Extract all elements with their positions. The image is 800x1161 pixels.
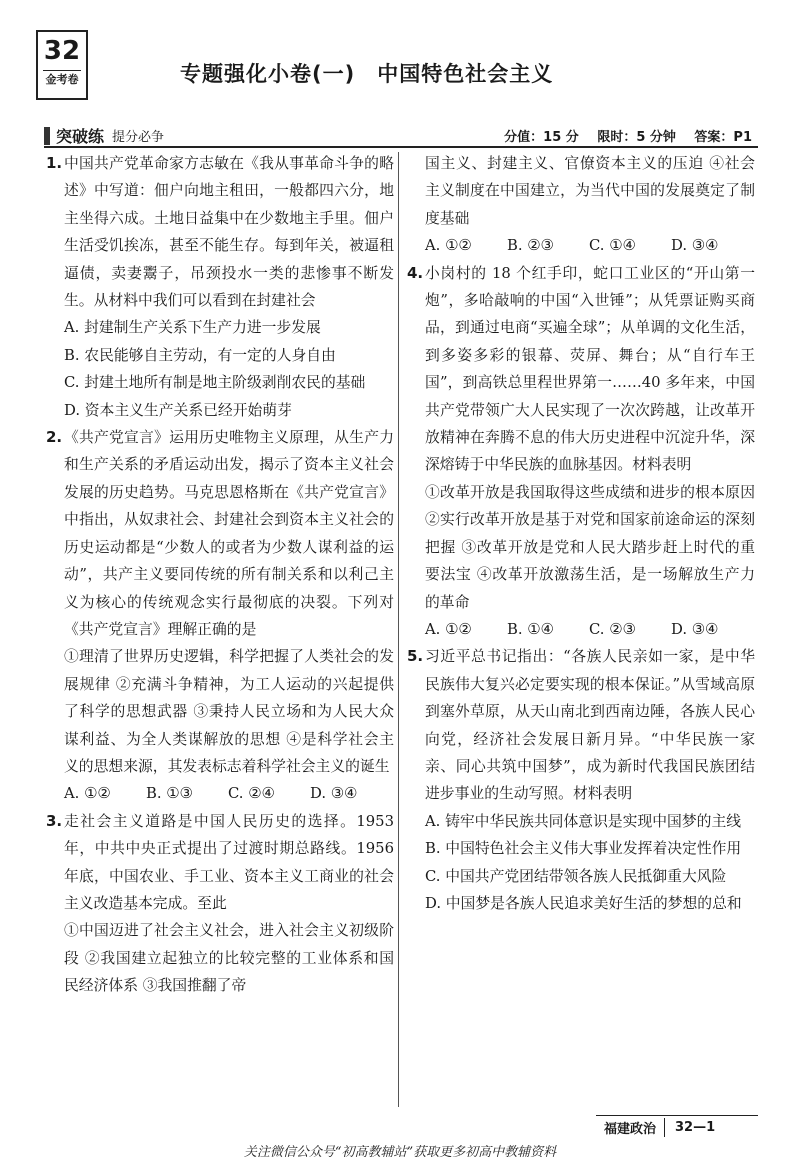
option-c: C. ②③ (589, 620, 636, 638)
statement-list: ①改革开放是我国取得这些成绩和进步的根本原因 ②实行改革开放是基于对党和国家前途命运的深刻把握 ③改革开放是党和人民大踏步赶上时代的重要法宝 ④改革开放激荡生活，是一场解放生产力的革命 (425, 483, 755, 611)
title-main: 专题强化小卷(一) (180, 62, 356, 86)
page-footer (596, 1115, 758, 1139)
option-c: C. ②④ (228, 785, 275, 803)
question-1 (46, 150, 394, 314)
section-name: 突破练 (56, 127, 105, 146)
section-marker-icon (44, 127, 50, 145)
question-5 (407, 643, 755, 807)
choice-row (46, 780, 394, 807)
question-3 (46, 808, 394, 918)
question-3-continued: 国主义、封建主义、官僚资本主义的压迫 ④社会主义制度在中国建立，为当代中国的发展奠定了制度基础 (425, 155, 755, 227)
time-info: 限时：5 分钟 (597, 130, 676, 145)
option-b: B. ②③ (507, 237, 554, 255)
option-c: C. 中国共产党团结带领各族人民抵御重大风险 (425, 867, 727, 885)
question-number: 2. (46, 428, 63, 447)
score-info: 分值：15 分 (504, 130, 579, 145)
statement-list: ①中国迈进了社会主义社会，进入社会主义初级阶段 ②我国建立起独立的比较完整的工业体系和国民经济体系 ③我国推翻了帝 (64, 922, 394, 995)
badge-number: 32 (43, 36, 81, 66)
question-stem: 小岗村的 18 个红手印，蛇口工业区的“开山第一炮”，多哈敲响的中国“入世锤”；从凭票证购买商品，到通过电商“买遍全球”；从单调的文化生活，到多姿多彩的银幕、荧屏、舞台；从“自行车王国”，到高铁总里程世界第一……40 多年来，中国共产党带领广大人民实现了一次次跨越，让改革开放精神在奔腾不息的伟大历史进程中沉淀升华，深深熔铸于中华民族的血脉基因。材料表明 (425, 264, 755, 474)
statement-list: ①理清了世界历史逻辑，科学把握了人类社会的发展规律 ②充满斗争精神，为工人运动的兴起提供了科学的思想武器 ③秉持人民立场和为人民大众谋利益、为全人类谋解放的思想 ④是科学社会主义的思想来源，其发表标志着科学社会主义的诞生 (64, 648, 394, 775)
option-b: B. ①③ (146, 785, 193, 803)
column-divider (398, 152, 399, 1107)
option-a: A. 封建制生产关系下生产力进一步发展 (64, 319, 321, 337)
answer-ref: 答案：P1 (694, 130, 752, 145)
option-a: A. ①② (425, 237, 472, 255)
question-stem: 走社会主义道路是中国人民历史的选择。1953年，中共中央正式提出了过渡时期总路线。1956年底，中国农业、手工业、资本主义工商业的社会主义改造基本完成。至此 (64, 812, 394, 912)
question-stem: 《共产党宣言》运用历史唯物主义原理，从生产力和生产关系的矛盾运动出发，揭示了资本主义社会发展的历史趋势。马克思恩格斯在《共产党宣言》中指出，从奴隶社会、封建社会到资本主义社会的历史运动都是“少数人的或者为少数人谋利益的运动”，共产主义要同传统的所有制关系和以利己主义为核心的传统观念实行最彻底的决裂。下列对《共产党宣言》理解正确的是 (64, 429, 394, 638)
option-d: D. ③④ (671, 237, 719, 255)
page-title (180, 58, 553, 88)
question-2 (46, 424, 394, 643)
option-d: D. ③④ (671, 620, 719, 638)
question-number: 4. (407, 263, 424, 282)
question-stem: 中国共产党革命家方志敏在《我从事革命斗争的略述》中写道：佃户向地主租田，一般都四六分，地主坐得六成。土地日益集中在少数地主手里。佃户生活受饥挨冻，甚至不能生存。每到年关，被逼租逼债，卖妻鬻子，吊颈投水一类的悲惨事不断发生。从材料中我们可以看到在封建社会 (64, 155, 394, 310)
option-c: C. ①④ (589, 237, 636, 255)
option-d: D. ③④ (310, 785, 358, 803)
question-stem: 习近平总书记指出：“各族人民亲如一家，是中华民族伟大复兴必定要实现的根本保证。”从雪域高原到塞外草原，从天山南北到西南边陲，各族人民心向党，经济社会发展日新月异。“中华民族一家亲、同心共筑中国梦”，成为新时代我国民族团结进步事业的生动写照。材料表明 (425, 648, 755, 803)
choice-row (407, 232, 755, 259)
exam-series-badge (36, 30, 88, 100)
option-a: A. ①② (425, 620, 472, 638)
option-b: B. 中国特色社会主义伟大事业发挥着决定性作用 (425, 840, 742, 858)
section-meta (490, 126, 752, 145)
option-a: A. ①② (64, 785, 111, 803)
footer-subject: 福建政治 (596, 1118, 665, 1137)
section-tagline: 提分必争 (112, 130, 165, 145)
section-header (44, 122, 758, 148)
right-column (407, 150, 755, 917)
title-sub: 中国特色社会主义 (377, 62, 554, 86)
question-number: 1. (46, 154, 63, 172)
question-4 (407, 260, 755, 479)
option-c: C. 封建土地所有制是地主阶级剥削农民的基础 (64, 374, 366, 392)
option-d: D. 资本主义生产关系已经开始萌芽 (64, 401, 292, 419)
question-number: 3. (46, 811, 63, 830)
page-number: 32—1 (675, 1120, 716, 1135)
option-b: B. ①④ (507, 620, 554, 638)
option-d: D. 中国梦是各族人民追求美好生活的梦想的总和 (425, 894, 742, 912)
left-column (46, 150, 394, 1000)
choice-row (407, 616, 755, 643)
badge-label: 金考卷 (43, 70, 81, 89)
option-b: B. 农民能够自主劳动，有一定的人身自由 (64, 346, 336, 364)
footer-note: 关注微信公众号“初高教辅站”获取更多初高中教辅资料 (243, 1145, 557, 1160)
question-number: 5. (407, 647, 424, 666)
option-a: A. 铸牢中华民族共同体意识是实现中国梦的主线 (425, 812, 742, 830)
